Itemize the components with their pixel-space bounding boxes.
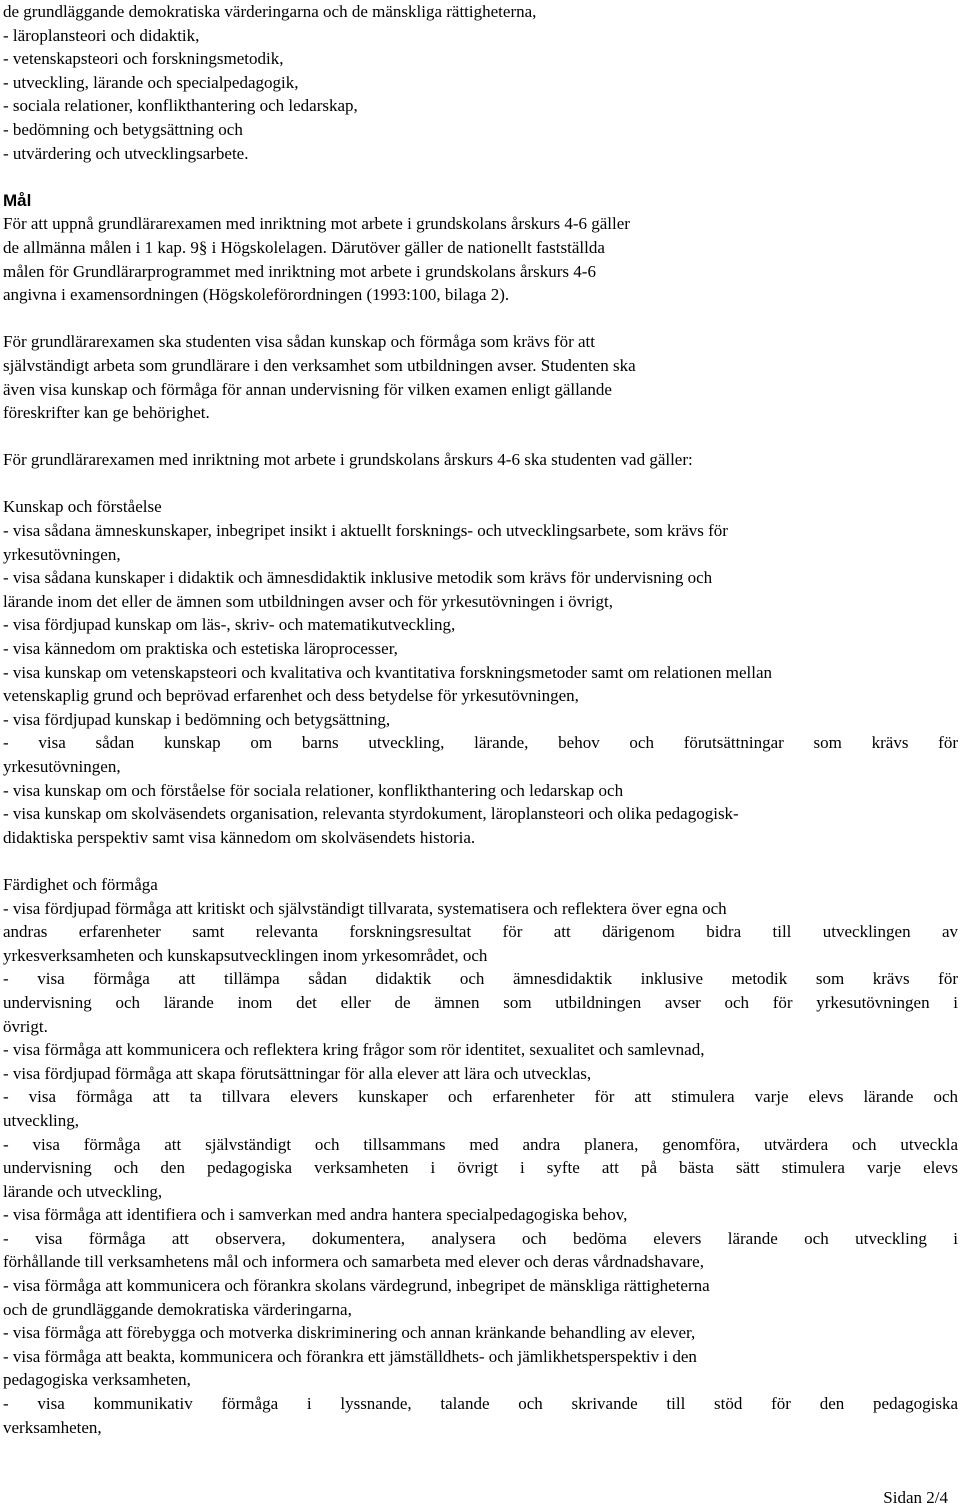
list-line: yrkesutövningen,: [3, 544, 121, 564]
list-line: lärande inom det eller de ämnen som utbildningen avser och för yrkesutövningen i övrigt,: [3, 591, 613, 611]
list-line: - visa fördjupad kunskap om läs-, skriv- och matematikutveckling,: [3, 615, 456, 635]
list-line: - visa förmåga att kommunicera och förankra skolans värdegrund, inbegripet de mänskliga rättigheterna: [3, 1276, 710, 1296]
list-line: yrkesutövningen,: [3, 757, 121, 776]
list-line: vetenskaplig grund och beprövad erfarenhet och dess betydelse för yrkesutövningen,: [3, 686, 579, 706]
kunskap-list: [3, 519, 958, 849]
spacer: [3, 849, 958, 873]
spacer: [3, 165, 958, 189]
list-line: - visa förmåga att ta tillvara elevers kunskaper och erfarenheter för att stimulera varje elevs lärande och: [3, 1087, 958, 1107]
intro-line: - utveckling, lärande och specialpedagogik,: [3, 72, 299, 92]
list-line: - visa fördjupad kunskap i bedömning och betygsättning,: [3, 709, 391, 729]
paragraph-line: de allmänna målen i 1 kap. 9§ i Högskolelagen. Därutöver gäller de nationellt fastställda: [3, 237, 605, 257]
list-line: övrigt.: [3, 1016, 48, 1036]
list-line: förhållande till verksamhetens mål och informera och samarbeta med elever och deras vårdnadshavare,: [3, 1252, 704, 1272]
list-line: utveckling,: [3, 1110, 80, 1130]
paragraph-line: angivna i examensordningen (Högskoleförordningen (1993:100, bilaga 2).: [3, 285, 510, 305]
list-line: undervisning och lärande inom det eller de ämnen som utbildningen avser och för yrkesutövningen i: [3, 992, 958, 1012]
list-line: - visa fördjupad förmåga att kritiskt och självständigt tillvarata, systematisera och reflektera över egna och: [3, 898, 727, 918]
spacer: [3, 307, 958, 331]
paragraph-line: självständigt arbeta som grundlärare i den verksamhet som utbildningen avser. Studenten ska: [3, 355, 636, 375]
page-number: Sidan 2/4: [883, 1488, 948, 1507]
fardighet-heading: Färdighet och förmåga: [3, 874, 158, 894]
list-line: - visa kommunikativ förmåga i lyssnande, talande och skrivande till stöd för den pedagogiska: [3, 1394, 958, 1414]
list-line: och de grundläggande demokratiska värderingarna,: [3, 1299, 352, 1319]
paragraph-line: föreskrifter kan ge behörighet.: [3, 403, 210, 423]
intro-line: - läroplansteori och didaktik,: [3, 25, 200, 45]
list-line: yrkesverksamheten och kunskapsutvecklingen inom yrkesområdet, och: [3, 945, 488, 965]
requirements-paragraph: [3, 330, 958, 424]
paragraph-line: För grundlärarexamen ska studenten visa sådan kunskap och förmåga som krävs för att: [3, 332, 595, 352]
list-line: - visa förmåga att kommunicera och reflektera kring frågor som rör identitet, sexualitet och samlevnad,: [3, 1040, 705, 1060]
list-line: andras erfarenheter samt relevanta forskningsresultat för att därigenom bidra till utvecklingen av: [3, 922, 958, 942]
list-line: pedagogiska verksamheten,: [3, 1370, 191, 1390]
list-line: - visa förmåga att tillämpa sådan didaktik och ämnesdidaktik inklusive metodik som krävs för: [3, 969, 958, 989]
list-line: - visa förmåga att beakta, kommunicera och förankra ett jämställdhets- och jämlikhetsperspektiv i den: [3, 1346, 697, 1366]
mal-paragraph: [3, 212, 958, 306]
document-page: [3, 0, 958, 1439]
intro-line: - bedömning och betygsättning och: [3, 119, 243, 139]
list-line: - visa kunskap om skolväsendets organisation, relevanta styrdokument, läroplansteori och olika pedagogisk-: [3, 804, 739, 824]
paragraph-line: målen för Grundlärarprogrammet med inriktning mot arbete i grundskolans årskurs 4-6: [3, 261, 596, 281]
list-line: - visa förmåga att förebygga och motverka diskriminering och annan kränkande behandling av elever,: [3, 1323, 696, 1343]
list-line: verksamheten,: [3, 1417, 102, 1437]
intro-line: - utvärdering och utvecklingsarbete.: [3, 143, 249, 163]
intro-list: [3, 0, 958, 165]
intro-line: - sociala relationer, konflikthantering och ledarskap,: [3, 96, 358, 116]
fardighet-list: [3, 897, 958, 1440]
list-line: - visa kunskap om och förståelse för sociala relationer, konflikthantering och ledarskap och: [3, 780, 624, 800]
spacer: [3, 472, 958, 496]
list-line: - visa kunskap om vetenskapsteori och kvalitativa och kvantitativa forskningsmetoder samt om relationen mellan: [3, 662, 773, 682]
intro-line: de grundläggande demokratiska värderingarna och de mänskliga rättigheterna,: [3, 2, 537, 21]
list-line: - visa fördjupad förmåga att skapa förutsättningar för alla elever att lära och utvecklas,: [3, 1063, 592, 1083]
list-line: - visa förmåga att identifiera och i samverkan med andra hantera specialpedagogiska behov,: [3, 1205, 628, 1225]
kunskap-heading: Kunskap och förståelse: [3, 497, 162, 517]
paragraph-line: även visa kunskap och förmåga för annan undervisning för vilken examen enligt gällande: [3, 379, 612, 399]
list-line: undervisning och den pedagogiska verksamheten i övrigt i syfte att på bästa sätt stimulera varje elevs: [3, 1158, 958, 1178]
list-line: - visa sådan kunskap om barns utveckling, lärande, behov och förutsättningar som krävs för: [3, 733, 958, 753]
list-line: - visa sådana ämneskunskaper, inbegripet insikt i aktuellt forsknings- och utvecklingsarbete, som krävs för: [3, 521, 728, 541]
list-line: didaktiska perspektiv samt visa kännedom om skolväsendets historia.: [3, 827, 476, 847]
list-line: - visa kännedom om praktiska och estetiska läroprocesser,: [3, 639, 398, 659]
scope-paragraph: För grundlärarexamen med inriktning mot arbete i grundskolans årskurs 4-6 ska studenten vad gäller:: [3, 450, 693, 470]
spacer: [3, 425, 958, 449]
mal-heading: Mål: [3, 190, 32, 210]
list-line: - visa förmåga att observera, dokumentera, analysera och bedöma elevers lärande och utveckling i: [3, 1228, 958, 1248]
paragraph-line: För att uppnå grundlärarexamen med inriktning mot arbete i grundskolans årskurs 4-6 gäller: [3, 214, 630, 234]
intro-line: - vetenskapsteori och forskningsmetodik,: [3, 49, 284, 69]
list-line: lärande och utveckling,: [3, 1181, 163, 1201]
list-line: - visa förmåga att självständigt och tillsammans med andra planera, genomföra, utvärdera och utveckla: [3, 1134, 958, 1154]
list-line: - visa sådana kunskaper i didaktik och ämnesdidaktik inklusive metodik som krävs för undervisning och: [3, 568, 713, 588]
